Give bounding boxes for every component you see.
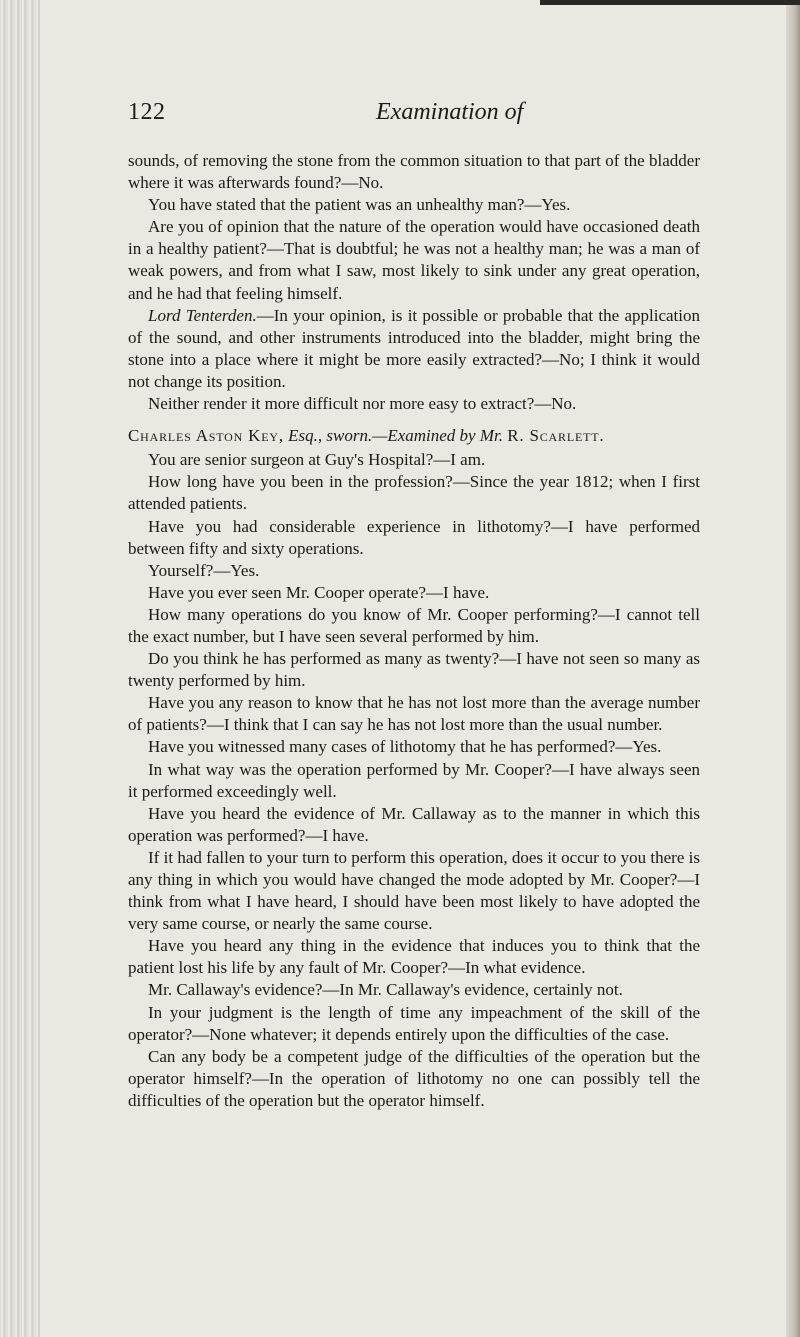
qa-paragraph: Mr. Callaway's evidence?—In Mr. Callaway's evidence, certainly not.: [148, 980, 623, 1000]
speaker-name: Lord Tenterden.: [148, 305, 257, 325]
qa-paragraph: How many operations do you know of Mr. Cooper performing?—I cannot tell the exact number, but I have seen several performed by him.: [128, 604, 700, 646]
qa-paragraph: Do you think he has performed as many as twenty?—I have not seen so many as twenty performed by him.: [128, 649, 700, 691]
qa-paragraph: Have you had considerable experience in lithotomy?—I have performed between fifty and sixty operations.: [128, 516, 700, 558]
book-binding-edge: [0, 0, 44, 1337]
page-edge-right: [786, 0, 800, 1337]
examiner-name: R. Scarlett.: [507, 426, 605, 446]
witness-title: Esq., sworn.—Examined by Mr.: [288, 426, 503, 446]
qa-paragraph: Have you heard any thing in the evidence that induces you to think that the patient lost his life by any fault of Mr. Cooper?—In what evidence.: [128, 936, 700, 978]
qa-paragraph: Yourself?—Yes.: [148, 560, 260, 580]
top-border-line: [540, 0, 800, 5]
qa-paragraph: Have you heard the evidence of Mr. Callaway as to the manner in which this operation was performed?—I have.: [128, 803, 700, 845]
page-header: [128, 99, 688, 139]
qa-paragraph: Have you witnessed many cases of lithotomy that he has performed?—Yes.: [148, 737, 662, 757]
witness-heading: [128, 425, 700, 447]
qa-paragraph: Have you ever seen Mr. Cooper operate?—I have.: [148, 582, 490, 602]
paragraph: Are you of opinion that the nature of the operation would have occasioned death in a healthy patient?—That is doubtful; he was not a healthy man; he was a man of weak powers, and from what I saw, most likely to sink under any great operation, and he had that feeling himself.: [128, 217, 700, 303]
qa-paragraph: In your judgment is the length of time any impeachment of the skill of the operator?—None whatever; it depends entirely upon the difficulties of the case.: [128, 1002, 700, 1044]
qa-paragraph: Can any body be a competent judge of the difficulties of the operation but the operator himself?—In the operation of lithotomy no one can possibly tell the difficulties of the operation but the operator himself.: [128, 1046, 700, 1110]
running-title: Examination of: [376, 99, 524, 125]
paragraph: sounds, of removing the stone from the common situation to that part of the bladder where it was afterwards found?—No.: [128, 151, 700, 193]
qa-paragraph: In what way was the operation performed by Mr. Cooper?—I have always seen it performed exceedingly well.: [128, 759, 700, 801]
paragraph: You have stated that the patient was an unhealthy man?—Yes.: [148, 195, 571, 215]
page-number: 122: [128, 99, 166, 125]
speaker-text: —In your opinion, is it possible or probable that the application of the sound, and other instruments introduced into the bladder, might bring the stone into a place where it might be more easily extracted?—No; I think it would not change its position.: [128, 305, 700, 391]
qa-paragraph: How long have you been in the profession?—Since the year 1812; when I first attended patients.: [128, 472, 700, 514]
qa-paragraph: If it had fallen to your turn to perform this operation, does it occur to you there is any thing in which you would have changed the mode adopted by Mr. Cooper?—I think from what I have heard, I should have been most likely to have adopted the very same course, or nearly the same course.: [128, 847, 700, 934]
tenterden-paragraph: [128, 305, 700, 393]
paragraph: Neither render it more difficult nor more easy to extract?—No.: [148, 394, 577, 414]
qa-paragraph: Have you any reason to know that he has not lost more than the average number of patients?—I think that I can say he has not lost more than the usual number.: [128, 693, 700, 735]
qa-paragraph: You are senior surgeon at Guy's Hospital?—I am.: [148, 450, 486, 470]
witness-name: Charles Aston Key,: [128, 426, 284, 446]
body-text: [128, 150, 700, 1112]
